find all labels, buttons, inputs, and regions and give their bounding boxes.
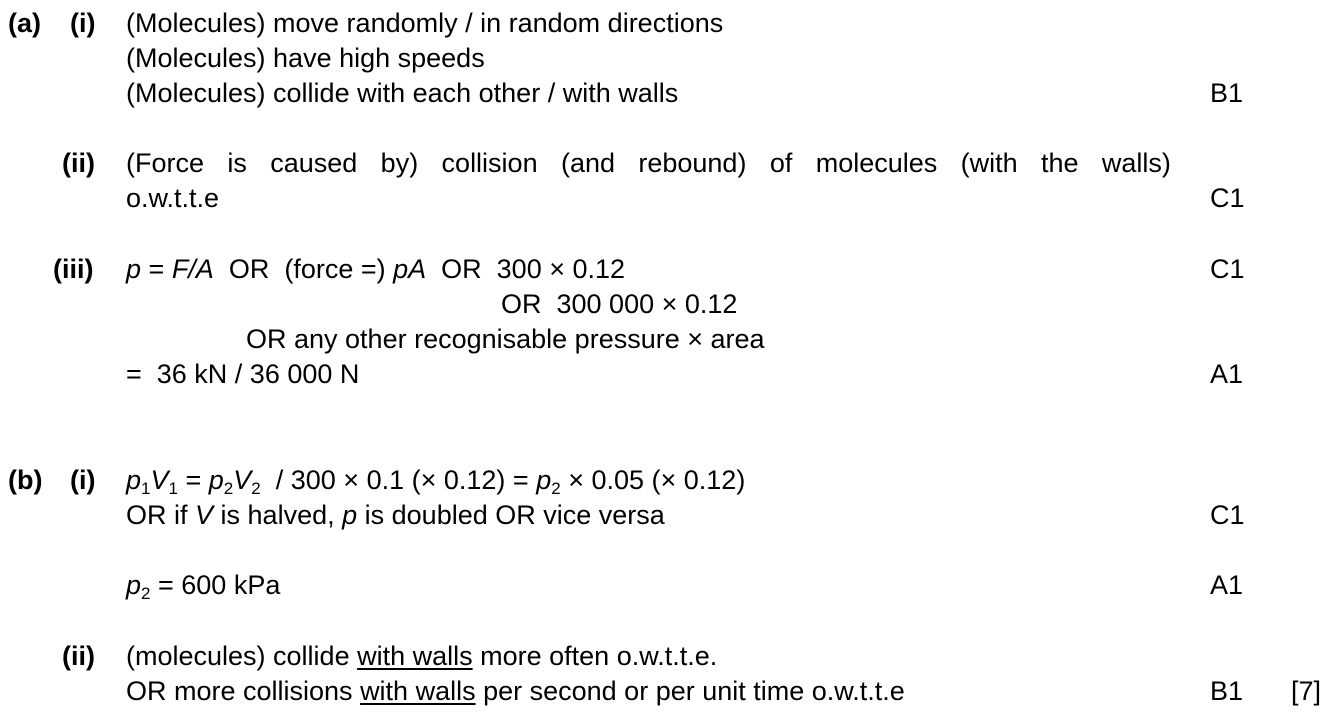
- part-b-ii-line-1: (molecules) collide with walls more often o.w.t.t.e.: [126, 641, 718, 671]
- part-a-iii-mark-2: A1: [1210, 359, 1244, 389]
- part-a-ii-line-1: [126, 150, 1171, 177]
- part-a-i-line-3: (Molecules) collide with each other / with walls: [126, 78, 679, 108]
- part-a-iii-line-3: OR any other recognisable pressure × area: [246, 324, 765, 354]
- part-a-iii-line-2: OR 300 000 × 0.12: [501, 289, 738, 319]
- word: is: [227, 148, 247, 178]
- part-a-ii-label: (ii): [62, 148, 95, 178]
- part-a-ii-mark: C1: [1210, 183, 1245, 213]
- total-marks: [7]: [1291, 676, 1322, 706]
- part-a-i-line-2: (Molecules) have high speeds: [126, 43, 485, 73]
- part-a-iii-label: (iii): [53, 254, 94, 284]
- part-b-ii-line-2: OR more collisions with walls per second or per unit time o.w.t.t.e: [126, 676, 905, 706]
- word: collision: [441, 148, 538, 178]
- word: walls): [1101, 148, 1171, 178]
- part-b-i-answer: p2 = 600 kPa: [126, 570, 281, 603]
- part-a-iii-answer: = 36 kN / 36 000 N: [126, 359, 360, 389]
- part-a-i-mark: B1: [1210, 78, 1244, 108]
- part-a-iii-line-1: p = F/A OR (force =) pA OR 300 × 0.12: [126, 254, 626, 284]
- part-b-i-mark-1: C1: [1210, 500, 1245, 530]
- part-b-i-line-1: p1V1 = p2V2 / 300 × 0.1 (× 0.12) = p2 × 0.05 (× 0.12): [126, 465, 746, 498]
- word: molecules: [815, 148, 938, 178]
- part-a-i-label: (i): [70, 8, 96, 38]
- word: rebound): [638, 148, 747, 178]
- part-a-label: (a): [8, 8, 41, 38]
- word: (and: [560, 148, 615, 178]
- underlined-text: with walls: [357, 641, 473, 671]
- word: (Force: [126, 148, 205, 178]
- word: of: [769, 148, 793, 178]
- part-b-label: (b): [8, 465, 43, 495]
- part-b-ii-label: (ii): [62, 641, 95, 671]
- word: caused: [270, 148, 358, 178]
- part-a-i-line-1: (Molecules) move randomly / in random directions: [126, 8, 724, 38]
- word: the: [1041, 148, 1079, 178]
- part-b-i-mark-2: A1: [1210, 570, 1244, 600]
- part-a-iii-mark-1: C1: [1210, 254, 1245, 284]
- part-b-i-line-2: OR if V is halved, p is doubled OR vice versa: [126, 500, 665, 530]
- underlined-text: with walls: [360, 676, 476, 706]
- part-b-ii-mark: B1: [1210, 676, 1244, 706]
- part-a-ii-line-2: o.w.t.t.e: [126, 183, 220, 213]
- word: (with: [960, 148, 1018, 178]
- part-b-i-label: (i): [70, 465, 96, 495]
- word: by): [380, 148, 419, 178]
